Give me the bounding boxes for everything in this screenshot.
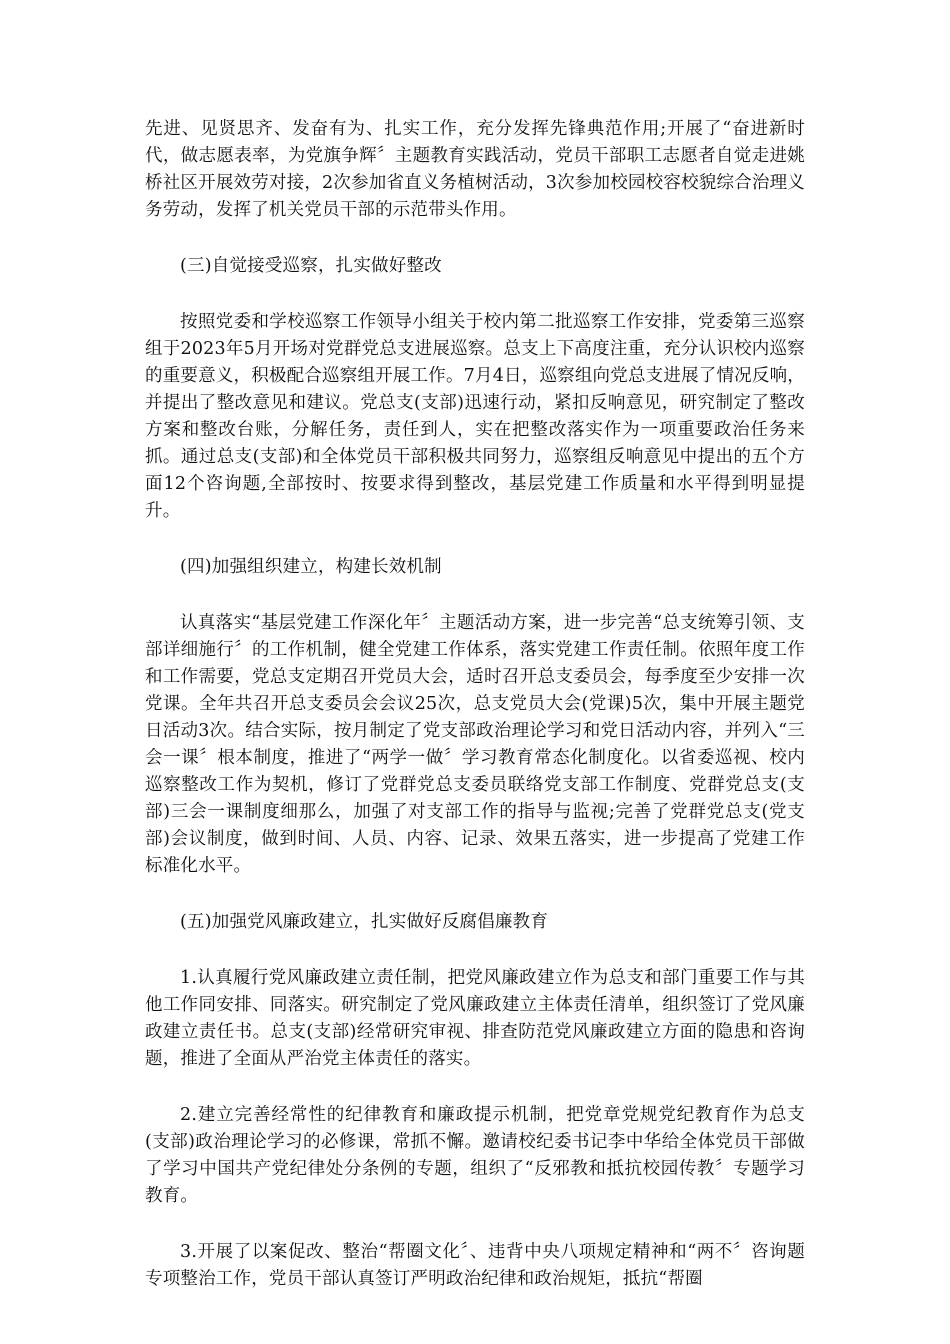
paragraph-inspection: 按照党委和学校巡察工作领导小组关于校内第二批巡察工作安排，党委第三巡察组于2023年5月开场对党群党总支进展巡察。总支上下高度注重，充分认识校内巡察的重要意义，积极配合巡察组开展工作。7月4日，巡察组向党总支进展了情况反响，并提出了整改意见和建议。党总支(支部)迅速行动，紧扣反响意见，研究制定了整改方案和整改台账，分解任务，责任到人，实在把整改落实作为一项重要政治任务来抓。通过总支(支部)和全体党员干部积极共同努力，巡察组反响意见中提出的五个方面12个咨询题,全部按时、按要求得到整改，基层党建工作质量和水平得到明显提升。 [145, 312, 805, 521]
section-heading-4: (四)加强组织建立，构建长效机制 [180, 557, 442, 577]
list-item-2: 2.建立完善经常性的纪律教育和廉政提示机制，把党章党规党纪教育作为总支(支部)政治理论学习的必修课，常抓不懈。邀请校纪委书记李中华给全体党员干部做了学习中国共产党纪律处分条例的专题，组织了“反邪教和抵抗校园传教〞专题学习教育。 [145, 1105, 805, 1206]
list-item-3: 3.开展了以案促改、整治“帮圈文化〞、违背中央八项规定精神和“两不〞咨询题专项整治工作，党员干部认真签订严明政治纪律和政治规矩，抵抗“帮圈 [145, 1242, 805, 1289]
paragraph-organization: 认真落实“基层党建工作深化年〞主题活动方案，进一步完善“总支统筹引领、支部详细施行〞的工作机制，健全党建工作体系，落实党建工作责任制。依照年度工作和工作需要，党总支定期召开党员大会，适时召开总支委员会，每季度至少安排一次党课。全年共召开总支委员会会议25次，总支党员大会(党课)5次，集中开展主题党日活动3次。结合实际，按月制定了党支部政治理论学习和党日活动内容，并列入“三会一课〞根本制度，推进了“两学一做〞学习教育常态化制度化。以省委巡视、校内巡察整改工作为契机，修订了党群党总支委员联络党支部工作制度、党群党总支(支部)三会一课制度细那么，加强了对支部工作的指导与监视;完善了党群党总支(党支部)会议制度，做到时间、人员、内容、记录、效果五落实，进一步提高了党建工作标准化水平。 [145, 613, 805, 876]
section-heading-5: (五)加强党风廉政建立，扎实做好反腐倡廉教育 [180, 912, 549, 932]
list-item-1: 1.认真履行党风廉政建立责任制，把党风廉政建立作为总支和部门重要工作与其他工作同安排、同落实。研究制定了党风廉政建立主体责任清单，组织签订了党风廉政建立责任书。总支(支部)经常研究审视、排查防范党风廉政建立方面的隐患和咨询题，推进了全面从严治党主体责任的落实。 [145, 968, 805, 1069]
paragraph-continuation: 先进、见贤思齐、发奋有为、扎实工作，充分发挥先锋典范作用;开展了“奋进新时代，做志愿表率，为党旗争辉〞主题教育实践活动，党员干部职工志愿者自觉走进姚桥社区开展效劳对接，2次参加省直义务植树活动，3次参加校园校容校貌综合治理义务劳动，发挥了机关党员干部的示范带头作用。 [145, 119, 805, 220]
document-body [145, 116, 805, 1322]
section-heading-3: (三)自觉接受巡察，扎实做好整改 [180, 256, 442, 276]
